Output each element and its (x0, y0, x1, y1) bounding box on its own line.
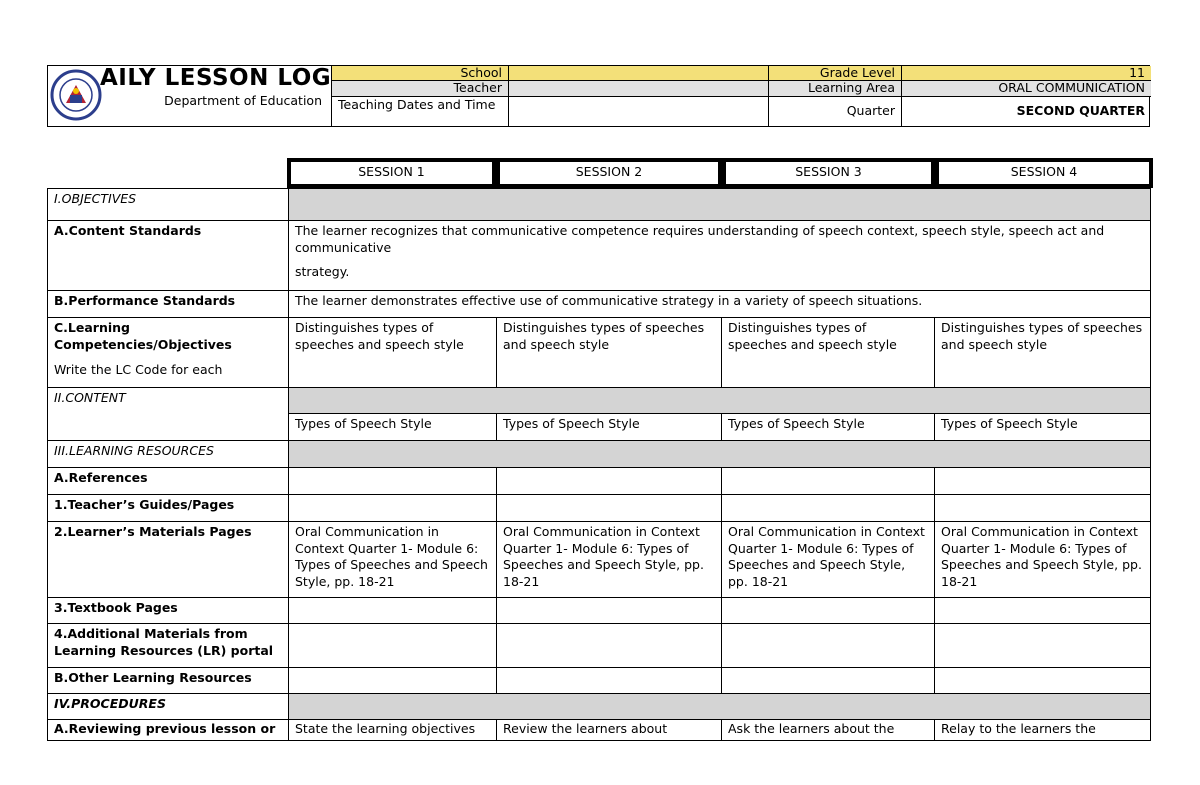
other-resources-cell-4[interactable] (935, 668, 1151, 694)
header-row-school (332, 66, 1151, 81)
additional-cell-4[interactable] (935, 624, 1151, 668)
additional-cell-2[interactable] (497, 624, 722, 668)
teacher-guides-cell-2[interactable] (497, 495, 722, 522)
content-cell-1[interactable]: Types of Speech Style (289, 414, 497, 441)
teacher-label: Teacher (332, 81, 509, 96)
table-row-additional-materials (48, 624, 1151, 668)
teacher-guides-cell-3[interactable] (722, 495, 935, 522)
content-label: II.CONTENT (48, 388, 289, 441)
performance-standards-cell[interactable]: The learner demonstrates effective use of communicative strategy in a variety of speech situations. (289, 291, 1151, 318)
grade-label: Grade Level (769, 66, 902, 80)
deped-seal-icon (50, 69, 102, 121)
reviewing-cell-1[interactable]: State the learning objectives (289, 720, 497, 741)
additional-materials-label: 4.Additional Materials from Learning Resources (LR) portal (48, 624, 289, 668)
page-title: AILY LESSON LOG (100, 65, 332, 91)
grade-value[interactable]: 11 (902, 66, 1151, 80)
competency-cell-2[interactable]: Distinguishes types of speeches and speech style (497, 318, 722, 388)
session-header-2: SESSION 2 (496, 158, 722, 188)
learner-materials-cell-2[interactable]: Oral Communication in Context Quarter 1- Module 6: Types of Speeches and Speech Style, pp. 18-21 (497, 522, 722, 598)
reviewing-label: A.Reviewing previous lesson or (48, 720, 289, 741)
table-row-other-resources (48, 668, 1151, 694)
objectives-label: I.OBJECTIVES (48, 189, 289, 221)
teacher-guides-cell-4[interactable] (935, 495, 1151, 522)
table-row-competencies (48, 318, 1151, 388)
table-row-performance-standards (48, 291, 1151, 318)
lesson-log-table (47, 188, 1151, 741)
references-cell-2[interactable] (497, 468, 722, 495)
table-row-learner-materials (48, 522, 1151, 598)
header-row-dates (332, 97, 1151, 126)
content-standards-cell[interactable] (289, 221, 1151, 291)
learning-resources-label: III.LEARNING RESOURCES (48, 441, 289, 468)
lc-code-label: Write the LC Code for each (54, 362, 223, 377)
other-resources-cell-2[interactable] (497, 668, 722, 694)
table-row-objectives (48, 189, 1151, 221)
table-row-references (48, 468, 1151, 495)
lesson-log-header (47, 65, 1150, 127)
procedures-shaded-cell (289, 694, 1151, 720)
learner-materials-label: 2.Learner’s Materials Pages (48, 522, 289, 598)
reviewing-cell-4[interactable]: Relay to the learners the (935, 720, 1151, 741)
content-shaded-cell (289, 388, 1151, 414)
resources-shaded-cell (289, 441, 1151, 468)
reviewing-cell-2[interactable]: Review the learners about (497, 720, 722, 741)
other-resources-cell-1[interactable] (289, 668, 497, 694)
content-cell-3[interactable]: Types of Speech Style (722, 414, 935, 441)
learner-materials-cell-4[interactable]: Oral Communication in Context Quarter 1- Module 6: Types of Speeches and Speech Style, pp. 18-21 (935, 522, 1151, 598)
other-resources-label: B.Other Learning Resources (48, 668, 289, 694)
session-header-3: SESSION 3 (722, 158, 935, 188)
table-row-resources (48, 441, 1151, 468)
table-row-reviewing (48, 720, 1151, 741)
competencies-label: C.Learning Competencies/Objectives (54, 320, 232, 352)
performance-standards-label: B.Performance Standards (48, 291, 289, 318)
content-standards-text: The learner recognizes that communicative competence requires understanding of speech context, speech style, speech act and communicative (295, 223, 1105, 255)
table-row-textbook (48, 598, 1151, 624)
references-cell-1[interactable] (289, 468, 497, 495)
content-standards-label: A.Content Standards (48, 221, 289, 291)
learner-materials-cell-3[interactable]: Oral Communication in Context Quarter 1- Module 6: Types of Speeches and Speech Style, pp. 18-21 (722, 522, 935, 598)
content-standards-text-cont: strategy. (295, 264, 350, 279)
additional-cell-3[interactable] (722, 624, 935, 668)
competency-cell-4[interactable]: Distinguishes types of speeches and speech style (935, 318, 1151, 388)
quarter-label: Quarter (769, 97, 902, 126)
objectives-shaded-cell (289, 189, 1151, 221)
table-row-teacher-guides (48, 495, 1151, 522)
textbook-label: 3.Textbook Pages (48, 598, 289, 624)
reviewing-cell-3[interactable]: Ask the learners about the (722, 720, 935, 741)
competencies-label-cell (48, 318, 289, 388)
teaching-dates-label: Teaching Dates and Time (332, 97, 509, 126)
textbook-cell-3[interactable] (722, 598, 935, 624)
references-cell-3[interactable] (722, 468, 935, 495)
textbook-cell-1[interactable] (289, 598, 497, 624)
school-field[interactable] (509, 66, 769, 80)
textbook-cell-4[interactable] (935, 598, 1151, 624)
content-cell-2[interactable]: Types of Speech Style (497, 414, 722, 441)
teacher-guides-label: 1.Teacher’s Guides/Pages (48, 495, 289, 522)
quarter-value[interactable]: SECOND QUARTER (1016, 103, 1145, 118)
other-resources-cell-3[interactable] (722, 668, 935, 694)
learner-materials-cell-1[interactable]: Oral Communication in Context Quarter 1- Module 6: Types of Speeches and Speech Style, pp. 18-21 (289, 522, 497, 598)
procedures-label: IV.PROCEDURES (48, 694, 289, 720)
table-row-content-standards (48, 221, 1151, 291)
session-header-1: SESSION 1 (287, 158, 496, 188)
competency-cell-1[interactable]: Distinguishes types of speeches and speech style (289, 318, 497, 388)
references-label: A.References (48, 468, 289, 495)
session-header-4: SESSION 4 (935, 158, 1153, 188)
learning-area-label: Learning Area (769, 81, 902, 96)
references-cell-4[interactable] (935, 468, 1151, 495)
textbook-cell-2[interactable] (497, 598, 722, 624)
content-cell-4[interactable]: Types of Speech Style (935, 414, 1151, 441)
teacher-field[interactable] (509, 81, 769, 96)
teacher-guides-cell-1[interactable] (289, 495, 497, 522)
table-row-procedures (48, 694, 1151, 720)
school-label: School (332, 66, 509, 80)
competency-cell-3[interactable]: Distinguishes types of speeches and speech style (722, 318, 935, 388)
header-row-teacher (332, 81, 1151, 97)
learning-area-value[interactable]: ORAL COMMUNICATION (902, 81, 1151, 96)
department-label: Department of Education (164, 93, 322, 108)
additional-cell-1[interactable] (289, 624, 497, 668)
teaching-dates-field[interactable] (509, 97, 769, 126)
header-info-grid (331, 66, 1151, 126)
table-row-content-header (48, 388, 1151, 414)
